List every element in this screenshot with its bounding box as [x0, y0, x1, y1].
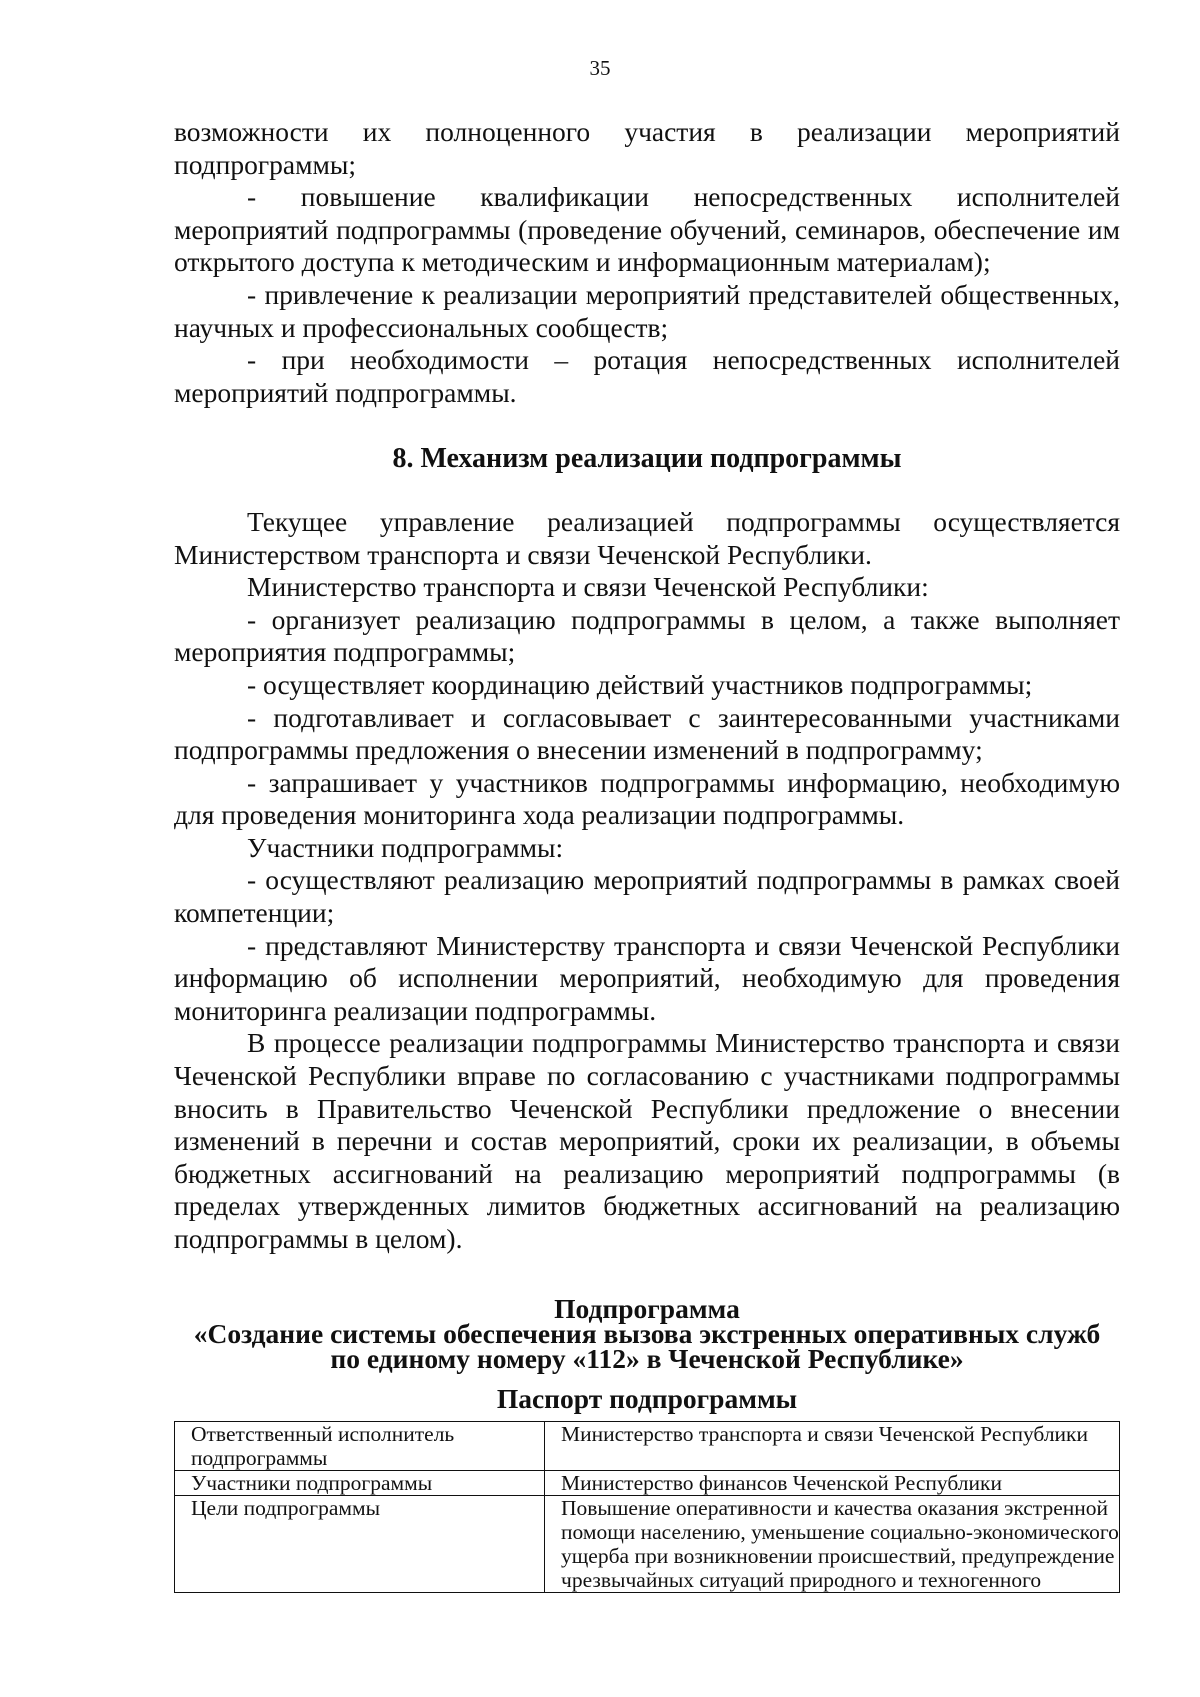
- list-item-qualification: - повышение квалификации непосредственных исполнителей мероприятий подпрограммы (проведение обучений, семинаров, обеспечение им открытого доступа к методическим и информационным материалам);: [174, 181, 1120, 278]
- list-item-prepares: - подготавливает и согласовывает с заинтересованными участниками подпрограммы предложения о внесении изменений в подпрограмму;: [174, 701, 1120, 766]
- table-cell-value: Повышение оперативности и качества оказания экстренной помощи населению, уменьшение социально-экономического ущерба при возникновении происшествий, предупреждение чрезвычайных ситуаций природного и техногенного: [545, 1496, 1120, 1593]
- list-item-coordinates: - осуществляет координацию действий участников подпрограммы;: [247, 668, 1033, 700]
- page-body: [174, 116, 1120, 1593]
- list-item-communities: - привлечение к реализации мероприятий представителей общественных, научных и профессиональных сообществ;: [174, 278, 1120, 343]
- section-8-heading: 8. Механизм реализации подпрограммы: [392, 443, 902, 475]
- paragraph-amendments: В процессе реализации подпрограммы Министерство транспорта и связи Чеченской Республики вправе по согласованию с участниками подпрограммы вносить в Правительство Чеченской Республики предложение о внесении изменений в перечни и состав мероприятий, сроки их реализации, в объемы бюджетных ассигнований на реализацию мероприятий подпрограммы (в пределах утвержденных лимитов бюджетных ассигнований на реализацию подпрограммы в целом).: [174, 1027, 1120, 1254]
- subprogram-heading: [174, 1292, 1120, 1374]
- table-row: [175, 1471, 1120, 1496]
- list-item-organizes: - организует реализацию подпрограммы в целом, а также выполняет мероприятия подпрограммы;: [174, 603, 1120, 668]
- passport-table: [174, 1421, 1120, 1593]
- list-item-rotation: - при необходимости – ротация непосредственных исполнителей мероприятий подпрограммы.: [174, 344, 1120, 408]
- list-item-requests: - запрашивает у участников подпрограммы информацию, необходимую для проведения мониторинга хода реализации подпрограммы.: [174, 766, 1120, 831]
- subprogram-label: Подпрограмма: [554, 1292, 740, 1324]
- list-item-report: - представляют Министерству транспорта и связи Чеченской Республики информацию об исполнении мероприятий, необходимую для проведения мониторинга реализации подпрограммы.: [174, 929, 1120, 1026]
- table-cell-field: Участники подпрограммы: [175, 1471, 545, 1496]
- subprogram-title-line-2: по единому номеру «112» в Чеченской Республике»: [330, 1342, 964, 1374]
- table-row: [175, 1422, 1120, 1471]
- subprogram-title-line-1: «Создание системы обеспечения вызова экстренных оперативных служб: [193, 1317, 1101, 1349]
- table-cell-field: Ответственный исполнитель подпрограммы: [175, 1422, 545, 1471]
- table-cell-value: Министерство финансов Чеченской Республики: [545, 1471, 1120, 1496]
- table-cell-field: Цели подпрограммы: [175, 1496, 545, 1593]
- table-cell-value: Министерство транспорта и связи Чеченской Республики: [545, 1422, 1120, 1471]
- page-number: 35: [589, 56, 611, 80]
- paragraph-continuation: возможности их полноценного участия в реализации мероприятий подпрограммы;: [174, 116, 1120, 180]
- list-item-implement: - осуществляют реализацию мероприятий подпрограммы в рамках своей компетенции;: [174, 864, 1120, 929]
- paragraph-management: Текущее управление реализацией подпрограммы осуществляется Министерством транспорта и связи Чеченской Республики.: [174, 505, 1120, 570]
- passport-title: Паспорт подпрограммы: [496, 1382, 798, 1414]
- paragraph-participants-intro: Участники подпрограммы:: [247, 831, 564, 863]
- paragraph-ministry-intro: Министерство транспорта и связи Чеченской Республики:: [247, 571, 929, 603]
- table-row: [175, 1496, 1120, 1593]
